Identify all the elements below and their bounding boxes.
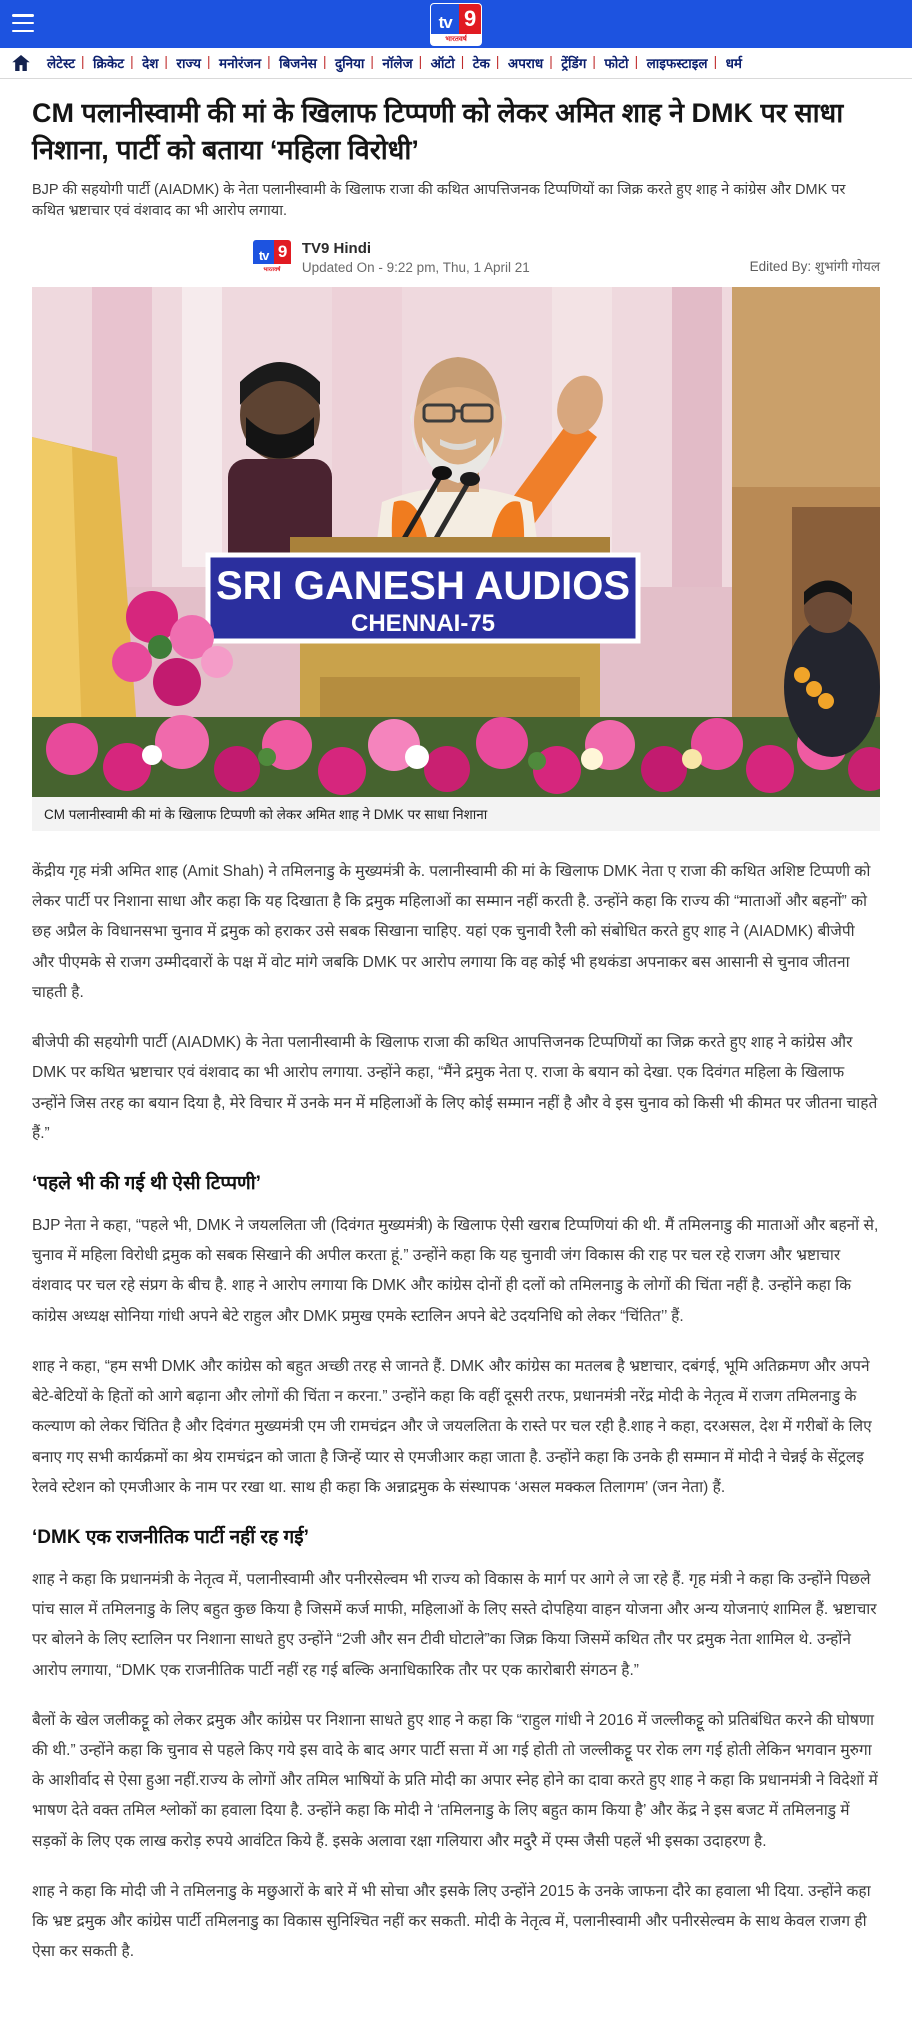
nav-item-knowledge[interactable]: | नॉलेज [373,54,421,72]
nav-item-photo[interactable]: | फोटो [595,54,637,72]
nav-item-lifestyle[interactable]: | लाइफस्टाइल [638,54,717,72]
tv9-byline-logo-9: 9 [274,240,291,264]
nav-item-tech[interactable]: | टेक [464,54,499,72]
byline-text [302,240,530,275]
paragraph: शाह ने कहा कि प्रधानमंत्री के नेतृत्व में, पलानीस्वामी और पनीरसेल्वम भी राज्य को विकास के मार्ग पर आगे ले जा रहे हैं. गृह मंत्री ने कहा कि उन्होंने पिछले पांच साल में तमिलनाडु के लिए बहुत कुछ किया है जिसमें कर्ज माफी, महिलाओं के लिए सस्ते दोपहिया वाहन योजना और अन्य योजनाएं शामिल हैं. भ्रष्टाचार पर बोलने के लिए स्टालिन पर निशाना साधते हुए उन्होंने “2जी और सन टीवी घोटाले”का जिक्र किया जिसमें कथित तौर पर द्रमुक नेता शामिल थे. उन्होंने आरोप लगाया, “DMK एक राजनीतिक पार्टी नहीं रह गई बल्कि अनाधिकारिक तौर पर एक कारोबारी संगठन है.” [32,1570,877,1679]
nav-item-latest[interactable]: लेटेस्ट [47,56,76,71]
paragraph: बैलों के खेल जलीकट्टू को लेकर द्रमुक और कांग्रेस पर निशाना साधते हुए शाह ने कहा कि “राहुल गांधी ने 2016 में जल्लीकट्टू को प्रतिबंधित करने की घोषणा की थी.” उन्होंने कहा कि चुनाव से पहले किए गये इस वादे के बाद अगर पार्टी सत्ता में आ गई होती तो जल्लीकट्टू पर रोक लग गई होती लेकिन भगवान मुरुगा के आशीर्वाद से ऐसा हुआ नहीं.राज्य के लोगों और तमिल भाषियों के प्रति मोदी का अपार स्नेह होने का दावा करते हुए शाह ने कहा कि प्रधानमंत्री ने विदेशों में भाषण देते वक्त तमिल श्लोकों का हवाला दिया है. उन्होंने कहा कि मोदी ने ‘तमिलनाडु के लिए बहुत काम किया है’ और केंद्र ने इस बजट में तमिलनाडु में सड़कों के लिए एक लाख करोड़ रुपये आवंटित किये हैं. इसके अलावा रक्षा गलियारा और मदुरै में एम्स जैसी पहलें भी इसका उदाहरण है. [32,1711,878,1850]
author-name[interactable]: TV9 Hindi [301,239,372,257]
flower-strip [32,715,880,797]
tv9-logo-9: 9 [459,4,481,34]
main-nav [0,48,912,79]
tv9-byline-logo [252,239,292,275]
nav-item-manoranjan[interactable]: | मनोरंजन [210,54,270,72]
updated-timestamp: Updated On - 9:22 pm, Thu, 1 April 21 [301,259,530,275]
paragraph: केंद्रीय गृह मंत्री अमित शाह (Amit Shah) ने तमिलनाडु के मुख्यमंत्री के. पलानीस्वामी की मां के खिलाफ DMK नेता ए राजा की कथित अशिष्ट टिप्पणी को लेकर पार्टी पर निशाना साधा और कहा कि यह दिखाता है कि द्रमुक महिलाओं का सम्मान नहीं करती है. उन्होंने कहा कि राज्य की “माताओं और बहनों” को छह अप्रैल के विधानसभा चुनाव में द्रमुक को हराकर उसे सबक सिखाना चाहिए. यहां एक चुनावी रैली को संबोधित करते हुए शाह ने (AIADMK) बीजेपी और पीएमके से राजग उम्मीदवारों के पक्ष में वोट मांगे जबकि DMK पर आरोप लगाया कि वह कोई भी हथकंडा अपनाकर बस आसानी से चुनाव जीतना चाहती है. [32,863,871,1001]
top-header [0,0,912,48]
paragraph: शाह ने कहा कि मोदी जी ने तमिलनाडु के मछुआरों के बारे में भी सोचा और इसके लिए उन्होंने 2015 के उनके जाफना दौरे का हवाला भी दिया. उन्होंने कहा कि भ्रष्ट द्रमुक और कांग्रेस पार्टी तमिलनाडु का विकास सुनिश्चित नहीं कर सकती. मोदी के नेतृत्व में, पलानीस्वामी और पनीरसेल्वम के साथ केवल राजग ही ऐसा कर सकती है. [32,1882,871,1961]
nav-item-desh[interactable]: | देश [133,54,167,72]
article-title: CM पलानीस्वामी की मां के खिलाफ टिप्पणी को लेकर अमित शाह ने DMK पर साधा निशाना, पार्टी को बताया ‘महिला विरोधी’ [32,98,844,166]
nav-item-auto[interactable]: | ऑटो [422,54,464,72]
nav-item-business[interactable]: | बिजनेस [270,54,326,72]
podium-banner-line1: SRI GANESH AUDIOS [215,564,631,608]
edited-by: Edited By: शुभांगी गोयल [749,259,880,274]
hero-image [32,287,880,797]
section-heading: ‘पहले भी की गई थी ऐसी टिप्पणी’ [32,1172,261,1194]
nav-item-trending[interactable]: | ट्रेंडिंग [552,54,595,72]
article-summary: BJP की सहयोगी पार्टी (AIADMK) के नेता पलानीस्वामी के खिलाफ राजा की कथित आपत्तिजनक टिप्पणियों का जिक्र करते हुए शाह ने कांग्रेस और DMK पर कथित भ्रष्टाचार एवं वंशवाद का भी आरोप लगाया. [32,181,846,220]
nav-item-dharm[interactable]: | धर्म [717,54,751,72]
paragraph: BJP नेता ने कहा, “पहले भी, DMK ने जयललिता जी (दिवंगत मुख्यमंत्री) के खिलाफ ऐसी खराब टिप्पणियां की थी. मैं तमिलनाडु की माताओं और बहनों से, चुनाव में महिला विरोधी द्रमुक को सबक सिखाने की अपील करता हूं.” उन्होंने कहा कि यह चुनावी जंग विकास की राह पर चल रहे राजग और भ्रष्टाचार वंशवाद पर चल रहे संप्रग के बीच है. शाह ने आरोप लगाया कि DMK और कांग्रेस दोनों ही दलों को तमिलनाडु के लोगों की चिंता नहीं है. उन्होंने कहा कि कांग्रेस अध्यक्ष सोनिया गांधी अपने बेटे राहुल और DMK प्रमुख एमके स्टालिन अपने बेटे उदयनिधि को लेकर “चिंतित’’ हैं. [32,1216,879,1325]
paragraph: बीजेपी की सहयोगी पार्टी (AIADMK) के नेता पलानीस्वामी के खिलाफ राजा की कथित आपत्तिजनक टिप्पणियों का जिक्र करते हुए शाह ने कांग्रेस और DMK पर कथित भ्रष्टाचार एवं वंशवाद का भी आरोप लगाया. उन्होंने कहा, “मैंने द्रमुक नेता ए. राजा के बयान को देखा. एक दिवंगत महिला के खिलाफ उन्होंने जिस तरह का बयान दिया है, मेरे विचार में उनके मन में महिलाओं के लिए कोई सम्मान नहीं है और वे इस चुनाव को किसी भी कीमत पर जीतना चाहते हैं.” [32,1034,878,1142]
nav-item-duniya[interactable]: | दुनिया [326,54,373,72]
byline [32,239,880,275]
tv9-byline-logo-bharatvarsh: भारतवर्ष [253,264,291,274]
article-body [32,857,880,2018]
image-caption: CM पलानीस्वामी की मां के खिलाफ टिप्पणी को लेकर अमित शाह ने DMK पर साधा निशाना [32,797,880,831]
home-icon[interactable] [12,55,30,71]
nav-item-rajya[interactable]: | राज्य [167,54,210,72]
article-container [32,79,880,2018]
podium-banner-line2: CHENNAI-75 [350,610,496,637]
paragraph: शाह ने कहा, “हम सभी DMK और कांग्रेस को बहुत अच्छी तरह से जानते हैं. DMK और कांग्रेस का मतलब है भ्रष्टाचार, दबंगई, भूमि अतिक्रमण और अपने बेटे-बेटियों के हितों को आगे बढ़ाना और लोगों की चिंता न करना.” उन्होंने कहा कि वहीं दूसरी तरफ, प्रधानमंत्री नरेंद्र मोदी के नेतृत्व में राजग तमिलनाडु के कल्याण को लेकर चिंतित है और दिवंगत मुख्यमंत्री एम जी रामचंद्रन और जे जयललिता के रास्ते पर चल रही है.शाह ने कहा, दरअसल, देश में गरीबों के लिए बनाए गए सभी कार्यक्रमों का श्रेय रामचंद्रन को जाता है जिन्हें प्यार से एमजीआर कहा जाता है. उन्होंने कहा कि उनके ही सम्मान में मोदी ने चेन्नई के सेंट्रलइ रेलवे स्टेशन को एमजीआर के नाम पर रखा था. साथ ही कहा कि अन्नाद्रमुक के संस्थापक ‘असल मक्कल तिलागम’ (जन नेता) हैं. [32,1357,872,1496]
tv9-byline-logo-tv: tv [253,240,274,264]
hamburger-menu-icon[interactable] [12,14,34,32]
nav-item-cricket[interactable]: | क्रिकेट [84,54,133,72]
nav-item-apradh[interactable]: | अपराध [499,54,552,72]
section-heading: ‘DMK एक राजनीतिक पार्टी नहीं रह गई’ [32,1526,309,1548]
tv9-logo[interactable] [430,3,482,46]
tv9-logo-bharatvarsh: भारतवर्ष [431,34,481,45]
tv9-logo-tv: tv [431,4,459,34]
